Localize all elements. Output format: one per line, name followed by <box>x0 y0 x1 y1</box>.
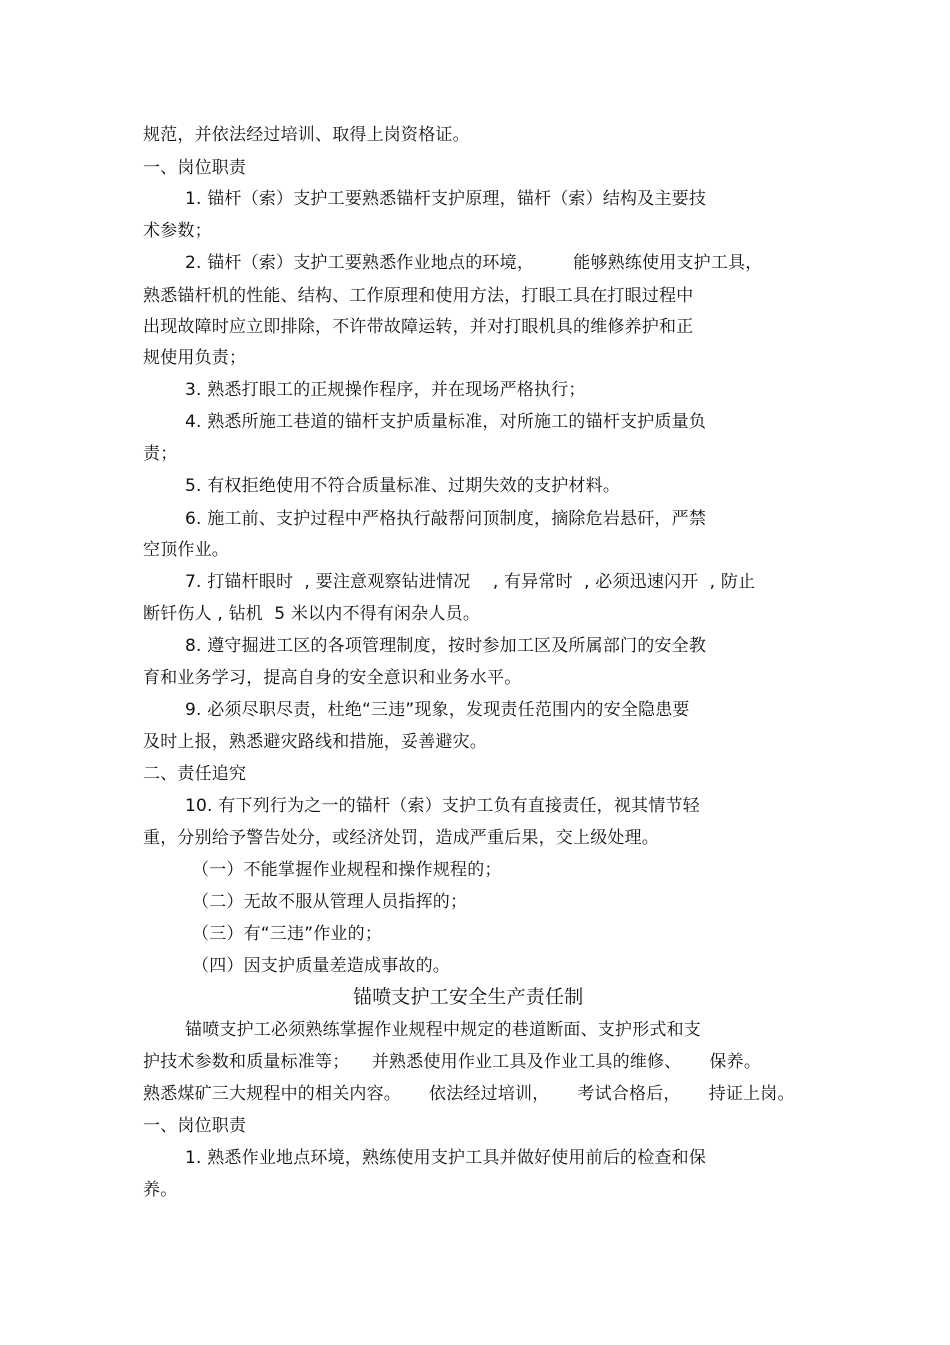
text-line: 熟悉煤矿三大规程中的相关内容。 依法经过培训， 考试合格后， 持证上岗。 <box>143 1084 795 1104</box>
list-item: （二）无故不服从管理人员指挥的； <box>192 892 468 912</box>
text-line: 断钎伤人 , 钻机 5 米以内不得有闲杂人员。 <box>143 604 481 624</box>
text-line: 养。 <box>143 1180 178 1200</box>
text-line: 9. 必须尽职尽责，杜绝“三违”现象，发现责任范围内的安全隐患要 <box>185 700 690 720</box>
page-title: 锚喷支护工安全生产责任制 <box>353 986 584 1008</box>
text-line: 育和业务学习，提高自身的安全意识和业务水平。 <box>143 668 522 688</box>
text-line: 熟悉锚杆机的性能、结构、工作原理和使用方法，打眼工具在打眼过程中 <box>143 286 694 306</box>
text-line: 空顶作业。 <box>143 540 229 560</box>
list-item: （一）不能掌握作业规程和操作规程的； <box>192 860 502 880</box>
list-item: （三）有“三违”作业的； <box>192 924 383 944</box>
text-line: 2. 锚杆（索）支护工要熟悉作业地点的环境， 能够熟练使用支护工具， <box>185 253 763 273</box>
text-line: 锚喷支护工必须熟练掌握作业规程中规定的巷道断面、支护形式和支 <box>185 1020 701 1040</box>
text-line: 重，分别给予警告处分，或经济处罚，造成严重后果，交上级处理。 <box>143 828 659 848</box>
text-line: 6. 施工前、支护过程中严格执行敲帮问顶制度，摘除危岩悬矸，严禁 <box>185 509 707 529</box>
text-line: 5. 有权拒绝使用不符合质量标准、过期失效的支护材料。 <box>185 476 621 496</box>
text-line: 及时上报，熟悉避灾路线和措施，妥善避灾。 <box>143 732 487 752</box>
text-line: 7. 打锚杆眼时 , 要注意观察钻进情况 , 有异常时 , 必须迅速闪开 , 防止 <box>185 572 756 592</box>
text-line: 3. 熟悉打眼工的正规操作程序，并在现场严格执行； <box>185 380 586 400</box>
list-item: （四）因支护质量差造成事故的。 <box>192 956 450 976</box>
text-line: 术参数； <box>143 221 212 241</box>
text-line: 规使用负责； <box>143 348 247 368</box>
text-line: 1. 锚杆（索）支护工要熟悉锚杆支护原理，锚杆（索）结构及主要技 <box>185 189 707 209</box>
text-line: 10. 有下列行为之一的锚杆（索）支护工负有直接责任，视其情节轻 <box>185 796 700 816</box>
text-line: 责； <box>143 444 178 464</box>
text-line: 4. 熟悉所施工巷道的锚杆支护质量标准，对所施工的锚杆支护质量负 <box>185 412 707 432</box>
section-heading: 一、岗位职责 <box>143 158 247 178</box>
text-line: 1. 熟悉作业地点环境，熟练使用支护工具并做好使用前后的检查和保 <box>185 1148 707 1168</box>
section-heading: 二、责任追究 <box>143 764 247 784</box>
section-heading: 一、岗位职责 <box>143 1116 247 1136</box>
text-line: 护技术参数和质量标准等； 并熟悉使用作业工具及作业工具的维修、 保养。 <box>143 1052 762 1072</box>
text-line: 出现故障时应立即排除，不许带故障运转，并对打眼机具的维修养护和正 <box>143 317 694 337</box>
text-line: 8. 遵守掘进工区的各项管理制度，按时参加工区及所属部门的安全教 <box>185 636 707 656</box>
text-line: 规范，并依法经过培训、取得上岗资格证。 <box>143 125 470 145</box>
